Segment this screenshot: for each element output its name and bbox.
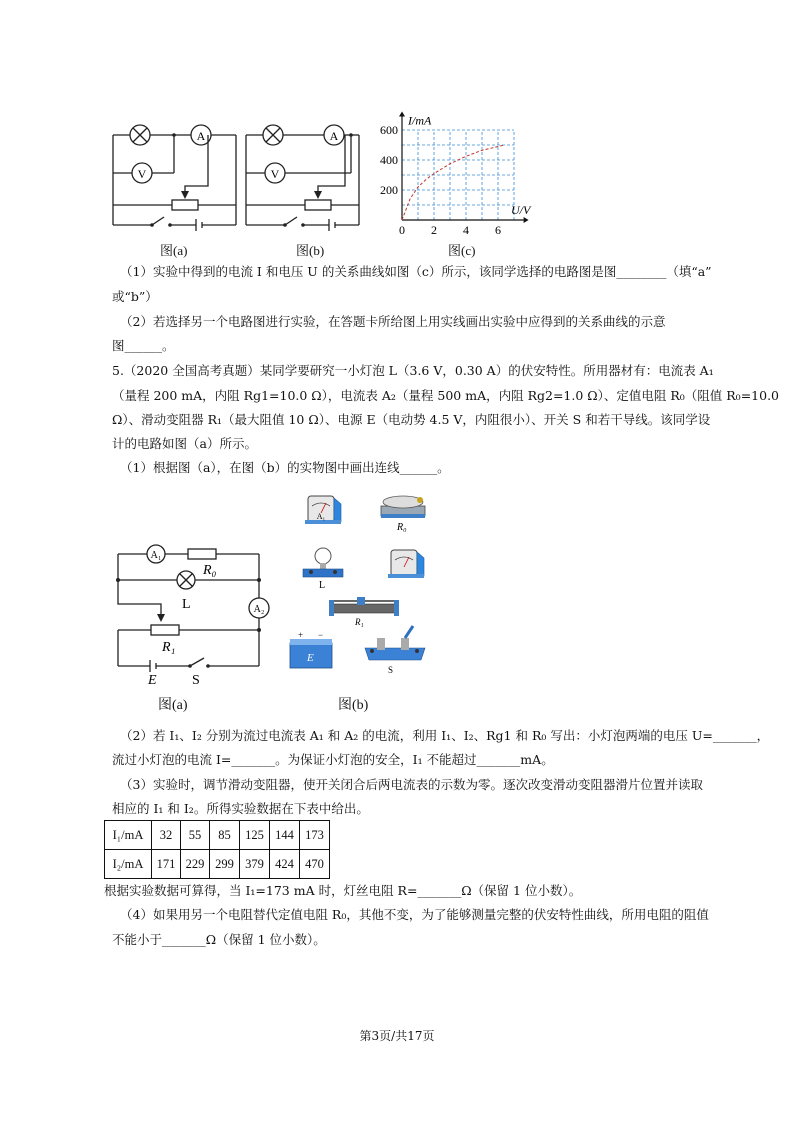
chart-x-label: U/V <box>511 203 531 217</box>
table-row-label: I₁/mA <box>105 821 152 850</box>
q5-sub2-line1: （2）若 I₁、I₂ 分别为流过电流表 A₁ 和 A₂ 的电流，利用 I₁、I₂、Rg1 和 R₀ 写出：小灯泡两端的电压 U=_______， <box>120 728 770 743</box>
source-label: E <box>148 673 157 688</box>
switch-device <box>365 626 425 675</box>
switch-device-label: S <box>388 665 394 675</box>
q4-part1: （1）实验中得到的电流 I 和电压 U 的关系曲线如图（c）所示，该同学选择的电路图是图________（填“a” <box>120 264 712 279</box>
q5-line1: 5.（2020 全国高考真题）某同学要研究一小灯泡 L（3.6 V，0.30 A）的伏安特性。所用器材有：电流表 A₁ <box>112 363 714 378</box>
iu-chart <box>370 108 540 243</box>
y-tick-label: 600 <box>380 123 398 137</box>
chart-y-label: I/mA <box>408 113 432 128</box>
table-row-label: I₂/mA <box>105 850 152 879</box>
caption-fig-b: 图(b) <box>296 243 325 258</box>
q5-after-table: 根据实验数据可算得，当 I₁=173 mA 时，灯丝电阻 R=_______Ω（保留 1 位小数）。 <box>104 883 582 898</box>
circuit-figure-a-top <box>108 120 243 232</box>
q5-sub3-line1: （3）实验时，调节滑动变阻器，使开关闭合后两电流表的示数为零。逐次改变滑动变阻器滑片位置并读取 <box>120 777 703 792</box>
q5-sub4-line1: （4）如果用另一个电阻替代定值电阻 R₀，其他不变，为了能够测量完整的伏安特性曲线，所用电阻的阻值 <box>120 907 709 922</box>
y-tick-label: 200 <box>380 183 398 197</box>
table-cell: 144 <box>270 821 300 850</box>
q4-part2-cont: 图______。 <box>112 338 175 353</box>
table-cell: 379 <box>240 850 270 879</box>
q5-sub4-line2: 不能小于_______Ω（保留 1 位小数）。 <box>112 932 326 947</box>
table-cell: 55 <box>181 821 210 850</box>
lamp-device-label: L <box>319 580 326 591</box>
table-cell: 85 <box>210 821 240 850</box>
table-cell: 229 <box>181 850 210 879</box>
resistor-r0-device <box>381 496 425 533</box>
lamp-label: L <box>182 597 191 612</box>
table-cell: 299 <box>210 850 240 879</box>
ammeter-device-a1 <box>305 496 341 524</box>
voltmeter-label: V <box>270 167 280 181</box>
caption-q5-fig-a: 图(a) <box>158 698 188 713</box>
x-tick-label: 0 <box>399 223 405 237</box>
r0-label: R₀ <box>203 563 217 578</box>
battery-plus: + <box>298 630 304 640</box>
caption-fig-c: 图(c) <box>448 243 476 258</box>
table-cell: 125 <box>240 821 270 850</box>
voltmeter-label: V <box>137 167 147 181</box>
r0-device-label: R₀ <box>397 522 407 533</box>
q5-sub3-line2: 相应的 I₁ 和 I₂。所得实验数据在下表中给出。 <box>112 801 369 816</box>
table-row <box>105 821 330 850</box>
rheostat-r1-device <box>329 597 399 627</box>
table-cell: 173 <box>300 821 330 850</box>
q4-part1-cont: 或“b”） <box>112 289 158 304</box>
ammeter-label: A <box>196 129 206 143</box>
x-tick-label: 2 <box>431 223 437 237</box>
q5-line3: Ω）、滑动变阻器 R₁（最大阻值 10 Ω）、电源 E（电动势 4.5 V，内阻很小）、开关 S 和若干导线。该同学设 <box>112 412 711 427</box>
chart-series-line <box>402 145 504 220</box>
y-axis-arrow <box>399 112 405 117</box>
q5-line4: 计的电路如图（a）所示。 <box>112 436 257 451</box>
q5-line2: （量程 200 mA，内阻 Rg1=10.0 Ω），电流表 A₂（量程 500 mA，内阻 Rg2=1.0 Ω）、定值电阻 R₀（阻值 R₀=10.0 <box>112 388 779 403</box>
x-tick-label: 6 <box>495 223 501 237</box>
table-cell: 424 <box>270 850 300 879</box>
ammeter-label: A <box>329 129 339 143</box>
table-cell: 171 <box>152 850 181 879</box>
caption-fig-a: 图(a) <box>160 243 188 258</box>
table-row <box>105 850 330 879</box>
chart-axes <box>399 112 529 224</box>
ammeter-a1-label: A₁ <box>150 550 162 561</box>
circuit-figure-b-top <box>241 120 376 232</box>
y-tick-label: 400 <box>380 153 398 167</box>
battery-device <box>290 630 332 668</box>
data-table <box>104 820 330 879</box>
x-axis-arrow <box>524 217 529 223</box>
q5-sub1: （1）根据图（a），在图（b）的实物图中画出连线______。 <box>120 460 450 475</box>
battery-minus: − <box>318 630 324 640</box>
page-number: 第3页/共17页 <box>359 1029 435 1043</box>
r1-label: R₁ <box>162 640 176 655</box>
circuit-diagram-q5 <box>110 538 275 688</box>
x-tick-label: 4 <box>463 223 469 237</box>
apparatus-figure <box>285 488 445 688</box>
battery-label: E <box>307 652 314 664</box>
lamp-device <box>303 548 343 591</box>
r1-device-label: R₁ <box>355 617 364 627</box>
table-cell: 470 <box>300 850 330 879</box>
a1-device-label: A₁ <box>316 512 326 521</box>
table-cell: 32 <box>152 821 181 850</box>
q4-part2: （2）若选择另一个电路图进行实验，在答题卡所给图上用实线画出实验中应得到的关系曲线的示意 <box>120 314 666 329</box>
switch-label: S <box>192 673 200 688</box>
ammeter-a2-label: A₂ <box>253 604 265 615</box>
chart-grid <box>402 130 514 220</box>
q5-sub2-line2: 流过小灯泡的电流 I=_______。为保证小灯泡的安全，I₁ 不能超过_______mA。 <box>112 752 554 767</box>
ammeter-device-a2 <box>388 550 424 578</box>
caption-q5-fig-b: 图(b) <box>338 698 369 713</box>
